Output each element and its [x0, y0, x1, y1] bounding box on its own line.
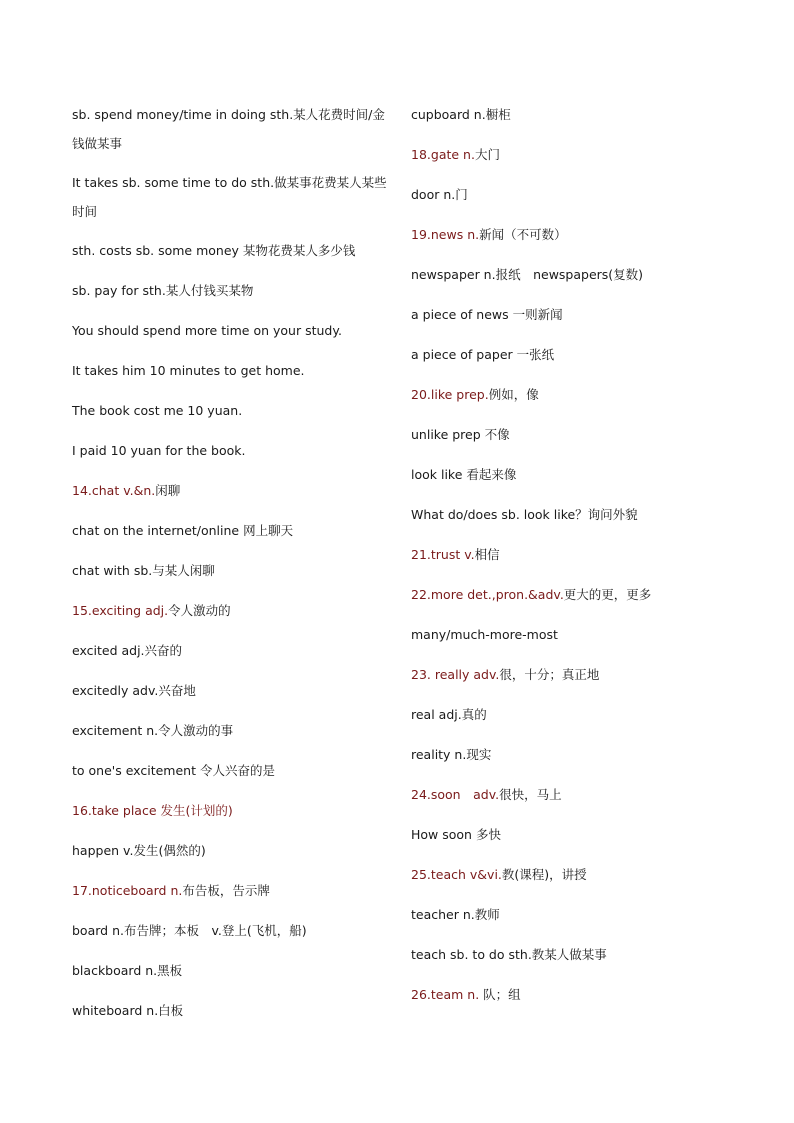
vocab-heading — [72, 476, 390, 516]
vocab-line — [411, 500, 741, 540]
vocab-text: It takes sb. some time to do sth.做某事花费某人某些时间 — [72, 175, 387, 219]
vocab-line — [411, 620, 741, 660]
vocab-text: 23. really adv. — [411, 667, 500, 682]
vocab-text: teacher n.教师 — [411, 907, 500, 922]
vocab-text: chat with sb.与某人闲聊 — [72, 563, 215, 578]
vocab-line — [411, 700, 741, 740]
vocab-text: sth. costs sb. some money 某物花费某人多少钱 — [72, 243, 356, 258]
vocab-text: What do/does sb. look like？询问外貌 — [411, 507, 638, 522]
vocab-text: chat on the internet/online 网上聊天 — [72, 523, 294, 538]
vocab-text: excitedly adv.兴奋地 — [72, 683, 196, 698]
vocab-heading — [411, 660, 741, 700]
vocab-line — [411, 820, 741, 860]
vocab-line — [411, 900, 741, 940]
vocab-meaning: 大门 — [474, 147, 500, 162]
vocab-text: 25.teach v&vi. — [411, 867, 502, 882]
vocab-text: How soon 多快 — [411, 827, 501, 842]
vocab-text: The book cost me 10 yuan. — [72, 403, 243, 418]
vocab-line — [72, 516, 390, 556]
vocab-meaning: 令人激动的 — [168, 603, 231, 618]
vocab-text: I paid 10 yuan for the book. — [72, 443, 246, 458]
vocab-line — [72, 756, 390, 796]
vocab-line — [72, 916, 390, 956]
vocab-line — [72, 636, 390, 676]
vocab-line — [72, 356, 390, 396]
vocab-line — [72, 236, 390, 276]
vocab-text: many/much-more-most — [411, 627, 558, 642]
vocab-text: blackboard n.黑板 — [72, 963, 183, 978]
vocab-text: 20.like prep. — [411, 387, 489, 402]
vocab-text: sb. spend money/time in doing sth.某人花费时间/金钱做某事 — [72, 107, 385, 151]
vocab-text: a piece of paper 一张纸 — [411, 347, 555, 362]
left-column — [72, 100, 390, 1036]
vocab-heading — [411, 220, 741, 260]
vocab-text: excited adj.兴奋的 — [72, 643, 183, 658]
vocab-line — [411, 300, 741, 340]
vocab-meaning: 更大的更，更多 — [563, 587, 652, 602]
vocab-meaning: 闲聊 — [155, 483, 181, 498]
vocab-heading — [411, 540, 741, 580]
vocab-text: a piece of news 一则新闻 — [411, 307, 563, 322]
vocab-text: sb. pay for sth.某人付钱买某物 — [72, 283, 254, 298]
vocab-line — [72, 996, 390, 1036]
vocab-line — [72, 556, 390, 596]
vocab-line — [411, 180, 741, 220]
vocab-text: newspaper n.报纸 newspapers(复数) — [411, 267, 644, 282]
vocab-text: happen v.发生(偶然的) — [72, 843, 206, 858]
vocab-line — [72, 168, 390, 226]
vocab-line — [72, 396, 390, 436]
vocab-meaning: 队；组 — [479, 987, 521, 1002]
vocab-text: teach sb. to do sth.教某人做某事 — [411, 947, 607, 962]
vocab-meaning: 很快，马上 — [499, 787, 562, 802]
vocab-line — [411, 420, 741, 460]
vocab-text: It takes him 10 minutes to get home. — [72, 363, 305, 378]
vocab-text: 19.news n. — [411, 227, 480, 242]
vocab-heading — [411, 580, 741, 620]
vocab-text: cupboard n.橱柜 — [411, 107, 511, 122]
vocab-text: real adj.真的 — [411, 707, 487, 722]
vocab-text: excitement n.令人激动的事 — [72, 723, 234, 738]
vocab-meaning: 相信 — [474, 547, 500, 562]
vocab-text: 18.gate n. — [411, 147, 475, 162]
vocab-text: look like 看起来像 — [411, 467, 517, 482]
vocab-line — [72, 316, 390, 356]
vocab-text: 17.noticeboard n. — [72, 883, 183, 898]
vocab-text: door n.门 — [411, 187, 468, 202]
vocab-text: board n.布告牌；本板 v.登上(飞机，船) — [72, 923, 307, 938]
vocab-text: 22.more det.,pron.&adv. — [411, 587, 564, 602]
vocab-meaning: 布告板，告示牌 — [182, 883, 270, 898]
vocab-line — [411, 940, 741, 980]
vocab-heading — [411, 380, 741, 420]
vocab-text: reality n.现实 — [411, 747, 492, 762]
right-column — [411, 100, 741, 1020]
vocab-heading — [411, 140, 741, 180]
vocab-text: whiteboard n.白板 — [72, 1003, 184, 1018]
vocab-line — [72, 836, 390, 876]
vocab-line — [411, 260, 741, 300]
vocab-line — [411, 340, 741, 380]
vocab-heading — [411, 780, 741, 820]
vocab-meaning: 教(课程)，讲授 — [501, 867, 587, 882]
vocab-line — [72, 716, 390, 756]
vocab-heading — [72, 876, 390, 916]
vocab-line — [411, 460, 741, 500]
vocab-meaning: 很，十分；真正地 — [499, 667, 600, 682]
vocab-text: unlike prep 不像 — [411, 427, 510, 442]
vocab-heading — [72, 596, 390, 636]
vocab-text: 26.team n. — [411, 987, 480, 1002]
vocab-line — [72, 276, 390, 316]
vocab-text: to one's excitement 令人兴奋的是 — [72, 763, 275, 778]
vocab-line — [72, 100, 390, 158]
vocab-text: 21.trust v. — [411, 547, 475, 562]
vocab-text: 24.soon adv. — [411, 787, 500, 802]
vocab-heading — [411, 980, 741, 1020]
vocab-line — [72, 676, 390, 716]
vocab-meaning: 例如，像 — [488, 387, 539, 402]
vocab-text: 16.take place 发生(计划的) — [72, 803, 233, 818]
vocab-heading — [411, 860, 741, 900]
vocab-line — [72, 956, 390, 996]
vocab-heading — [72, 796, 390, 836]
vocab-text: You should spend more time on your study. — [72, 323, 342, 338]
vocab-text: 15.exciting adj. — [72, 603, 169, 618]
vocab-text: 14.chat v.&n. — [72, 483, 156, 498]
vocab-line — [411, 100, 741, 140]
vocab-meaning: 新闻（不可数） — [479, 227, 567, 242]
vocab-line — [411, 740, 741, 780]
vocab-line — [72, 436, 390, 476]
